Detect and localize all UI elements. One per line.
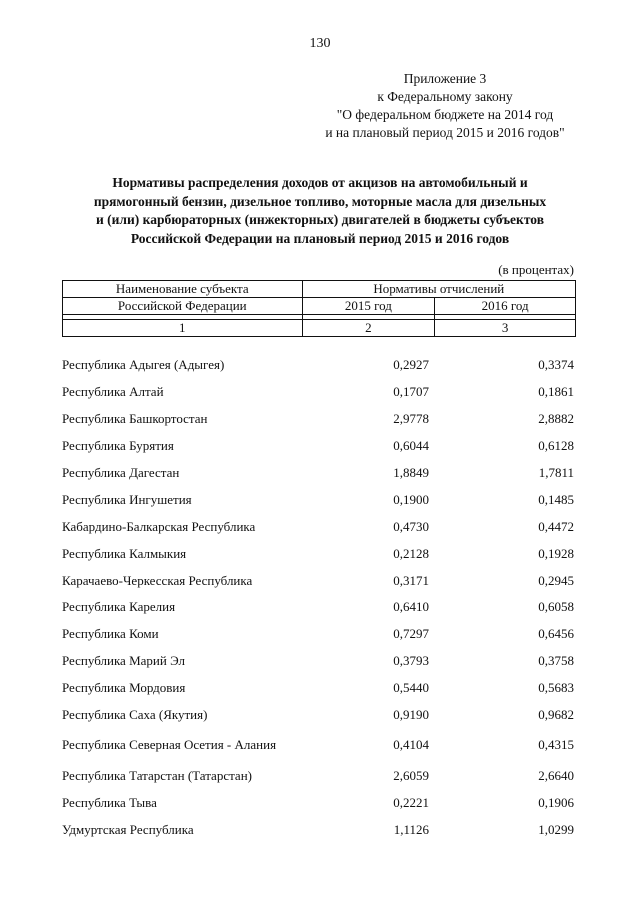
value-2015: 0,6410 xyxy=(393,599,429,615)
value-2015: 0,7297 xyxy=(393,626,429,642)
value-2016: 0,3758 xyxy=(538,653,574,669)
value-2016: 0,1906 xyxy=(538,794,574,810)
value-2016: 0,9682 xyxy=(538,707,574,723)
subject-name: Карачаево-Черкесская Республика xyxy=(62,572,253,588)
subject-name: Республика Татарстан (Татарстан) xyxy=(62,767,252,783)
subject-name: Республика Бурятия xyxy=(62,438,174,454)
table-row xyxy=(62,648,576,675)
value-2015: 0,4730 xyxy=(393,518,429,534)
appendix-line: "О федеральном бюджете на 2014 год xyxy=(336,107,554,122)
subject-name: Республика Калмыкия xyxy=(62,545,187,561)
value-2015: 1,8849 xyxy=(393,465,429,480)
value-2016: 0,2945 xyxy=(538,572,574,588)
subject-name: Республика Башкортостан xyxy=(62,411,208,427)
subject-name: Республика Саха (Якутия) xyxy=(62,707,208,723)
table-row xyxy=(62,675,576,702)
header-2015: 2015 год xyxy=(302,298,435,315)
table-row xyxy=(62,433,576,460)
subject-name: Республика Марий Эл xyxy=(62,653,185,669)
subject-name: Республика Карелия xyxy=(62,599,176,615)
table-body xyxy=(62,352,576,843)
table-row xyxy=(62,540,576,567)
table-row xyxy=(62,789,576,816)
table-row xyxy=(62,486,576,513)
value-2015: 0,3171 xyxy=(393,572,429,588)
value-2016: 0,6128 xyxy=(538,438,574,454)
table-row xyxy=(62,816,576,843)
subject-name: Республика Дагестан xyxy=(62,465,180,480)
value-2015: 0,1707 xyxy=(393,384,429,400)
subject-name: Кабардино-Балкарская Республика xyxy=(62,518,256,534)
table-row xyxy=(62,621,576,648)
value-2016: 0,3374 xyxy=(538,357,574,373)
value-2016: 2,8882 xyxy=(538,411,574,427)
table-row xyxy=(62,728,576,762)
value-2015: 0,5440 xyxy=(393,680,429,696)
value-2015: 0,3793 xyxy=(393,653,429,669)
subject-name: Республика Адыгея (Адыгея) xyxy=(62,357,225,373)
value-2016: 0,4315 xyxy=(538,737,574,753)
header-2016: 2016 год xyxy=(435,298,576,315)
table-row xyxy=(62,594,576,621)
value-2016: 0,6058 xyxy=(538,599,574,615)
value-2015: 0,9190 xyxy=(393,707,429,723)
value-2015: 0,2221 xyxy=(393,794,429,810)
column-number-1: 1 xyxy=(63,320,303,337)
value-2015: 0,6044 xyxy=(393,438,429,454)
table-row xyxy=(62,702,576,729)
value-2016: 0,1485 xyxy=(538,491,574,507)
table-row xyxy=(62,406,576,433)
appendix-line: к Федеральному закону xyxy=(377,89,513,104)
value-2016: 0,4472 xyxy=(538,518,574,534)
title-line: Российской Федерации на плановый период 2015 и 2016 годов xyxy=(130,230,510,246)
subject-name: Республика Коми xyxy=(62,626,159,642)
appendix-reference xyxy=(250,70,640,142)
subject-name: Республика Тыва xyxy=(62,794,157,810)
subject-name: Республика Ингушетия xyxy=(62,491,192,507)
value-2015: 0,4104 xyxy=(393,737,429,753)
table-row xyxy=(62,460,576,487)
document-title xyxy=(40,174,600,248)
table-row xyxy=(62,762,576,789)
value-2016: 2,6640 xyxy=(538,767,574,783)
value-2016: 1,7811 xyxy=(538,465,574,480)
subject-name: Республика Алтай xyxy=(62,384,164,400)
table-header xyxy=(62,280,576,337)
column-number-2: 2 xyxy=(302,320,435,337)
units-note: (в процентах) xyxy=(498,262,574,277)
value-2016: 0,1861 xyxy=(538,384,574,400)
subject-name: Удмуртская Республика xyxy=(62,821,194,837)
table-row xyxy=(62,352,576,379)
header-subject-line1: Наименование субъекта xyxy=(63,281,303,298)
value-2015: 0,1900 xyxy=(393,491,429,507)
value-2015: 2,6059 xyxy=(393,767,429,783)
subject-name: Республика Северная Осетия - Алания xyxy=(62,737,277,753)
appendix-line: и на плановый период 2015 и 2016 годов" xyxy=(325,125,565,140)
value-2016: 0,1928 xyxy=(538,545,574,561)
table-row xyxy=(62,513,576,540)
table-row xyxy=(62,567,576,594)
value-2015: 0,2927 xyxy=(393,357,429,373)
value-2016: 0,6456 xyxy=(538,626,574,642)
value-2016: 0,5683 xyxy=(538,680,574,696)
table-row xyxy=(62,379,576,406)
value-2015: 0,2128 xyxy=(393,545,429,561)
value-2015: 2,9778 xyxy=(393,411,429,427)
title-line: Нормативы распределения доходов от акцизов на автомобильный и xyxy=(112,175,528,190)
value-2016: 1,0299 xyxy=(538,821,574,837)
header-subject-line2: Российской Федерации xyxy=(63,298,303,315)
title-line: и (или) карбюраторных (инжекторных) двигателей в бюджеты субъектов xyxy=(95,212,544,227)
value-2015: 1,1126 xyxy=(393,821,429,837)
column-number-3: 3 xyxy=(435,320,576,337)
subject-name: Республика Мордовия xyxy=(62,680,186,696)
page-number: 130 xyxy=(309,36,331,51)
appendix-line: Приложение 3 xyxy=(403,71,487,86)
title-line: прямогонный бензин, дизельное топливо, моторные масла для дизельных xyxy=(93,193,547,209)
header-group: Нормативы отчислений xyxy=(302,281,575,298)
